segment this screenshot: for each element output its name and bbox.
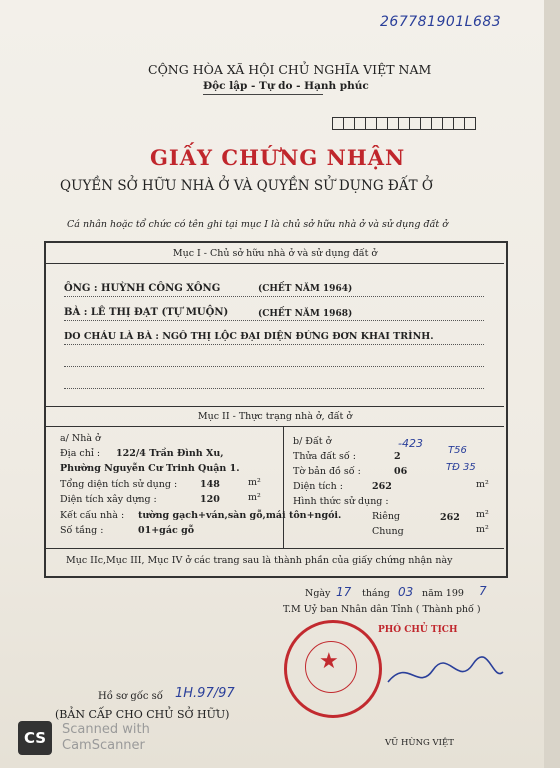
usage-label: Hình thức sử dụng :	[293, 496, 389, 507]
number-boxes	[332, 117, 475, 130]
dotted-line	[64, 388, 484, 389]
section2-heading: Mục II - Thực trạng nhà ở, đất ở	[197, 411, 353, 422]
structure-label: Kết cấu nhà :	[60, 510, 125, 521]
dotted-line	[64, 296, 484, 297]
address-line2: Phường Nguyễn Cư Trinh Quận 1.	[60, 463, 240, 474]
shared-label: Chung	[372, 526, 404, 537]
land-area-unit: m²	[476, 479, 489, 490]
serial-number: 267781901L683	[380, 14, 502, 30]
date-prefix: Ngày	[305, 588, 331, 599]
section2-column-divider	[283, 427, 284, 548]
official-seal: ★	[284, 620, 382, 718]
total-area-label: Tổng diện tích sử dụng :	[60, 479, 178, 490]
owner2-name: BÀ : LÊ THỊ ĐẠT (TỰ MUỘN)	[64, 307, 229, 318]
address-label: Địa chỉ :	[60, 448, 101, 459]
file-label: Hồ sơ gốc số	[98, 691, 163, 702]
footer-divider	[46, 548, 504, 549]
camscanner-logo: CS	[18, 721, 52, 755]
copy-label: (BẢN CẤP CHO CHỦ SỞ HỮU)	[55, 708, 230, 721]
dotted-line	[64, 366, 484, 367]
page-edge	[544, 0, 560, 768]
representative: DO CHÁU LÀ BÀ : NGÔ THỊ LỘC ĐẠI DIỆN ĐỨNG ĐƠN KHAI TRÌNH.	[64, 331, 434, 342]
private-label: Riêng	[372, 511, 401, 522]
land-area-label: Diện tích :	[293, 481, 343, 492]
section1-divider	[46, 263, 504, 264]
intro-text: Cá nhân hoặc tổ chức có tên ghi tại mục I là chủ sở hữu nhà ở và sử dụng đất ở	[67, 219, 448, 230]
private-unit: m²	[476, 509, 489, 520]
signature	[378, 652, 508, 696]
motto-underline	[203, 94, 323, 95]
watermark-line1: Scanned with	[62, 722, 150, 737]
build-area-label: Diện tích xây dựng :	[60, 494, 157, 505]
land-label: b/ Đất ở	[293, 436, 332, 447]
build-area-unit: m²	[248, 492, 261, 503]
date-year-label: năm 199	[422, 588, 464, 599]
position-title: PHÓ CHỦ TỊCH	[378, 625, 458, 635]
authority: T.M Uỷ ban Nhân dân Tỉnh ( Thành phố )	[283, 604, 481, 615]
address-line1: 122/4 Trần Đình Xu,	[116, 448, 224, 459]
signer-name: VŨ HÙNG VIỆT	[385, 738, 454, 748]
build-area-value: 120	[200, 494, 220, 505]
parcel-value: 2	[394, 451, 401, 462]
floors-value: 01+gác gỗ	[138, 525, 195, 536]
certificate-title: GIẤY CHỨNG NHẬN	[150, 145, 406, 170]
map-label: Tờ bản đồ số :	[293, 466, 361, 477]
private-value: 262	[440, 512, 460, 523]
date-month: 03	[398, 585, 414, 599]
section2-top-divider	[46, 406, 504, 407]
floors-label: Số tầng :	[60, 525, 104, 536]
dotted-line	[64, 344, 484, 345]
certificate-subtitle: QUYỀN SỞ HỮU NHÀ Ở VÀ QUYỀN SỬ DỤNG ĐẤT Ở	[60, 178, 433, 194]
section2-divider	[46, 426, 504, 427]
file-number: 1H.97/97	[175, 686, 235, 701]
total-area-unit: m²	[248, 477, 261, 488]
map-handwritten: TĐ 35	[446, 462, 476, 473]
footer-note: Mục IIc,Mục III, Mục IV ở các trang sau là thành phần của giấy chứng nhận này	[66, 555, 453, 566]
house-label: a/ Nhà ở	[60, 433, 101, 444]
dotted-line	[64, 320, 484, 321]
map-value: 06	[394, 466, 408, 477]
owner1-name: ÔNG : HUỲNH CÔNG XÔNG	[64, 283, 221, 294]
owner2-note: (CHẾT NĂM 1968)	[258, 309, 353, 319]
parcel-handwritten-2: T56	[448, 445, 467, 456]
total-area-value: 148	[200, 479, 220, 490]
structure-value: tường gạch+ván,sàn gỗ,mái tôn+ngói.	[138, 510, 342, 521]
watermark-line2: CamScanner	[62, 738, 145, 753]
country-heading: CỘNG HÒA XÃ HỘI CHỦ NGHĨA VIỆT NAM	[148, 62, 432, 77]
date-day: 17	[336, 585, 352, 599]
date-year-digit: 7	[479, 584, 487, 598]
land-area-value: 262	[372, 481, 392, 492]
shared-unit: m²	[476, 524, 489, 535]
owner1-note: (CHẾT NĂM 1964)	[258, 284, 353, 294]
section1-heading: Mục I - Chủ sở hữu nhà ở và sử dụng đất ở	[172, 248, 378, 259]
parcel-label: Thửa đất số :	[293, 451, 356, 462]
motto: Độc lập - Tự do - Hạnh phúc	[203, 80, 369, 92]
parcel-handwritten: -423	[398, 437, 423, 450]
date-month-label: tháng	[362, 588, 390, 599]
